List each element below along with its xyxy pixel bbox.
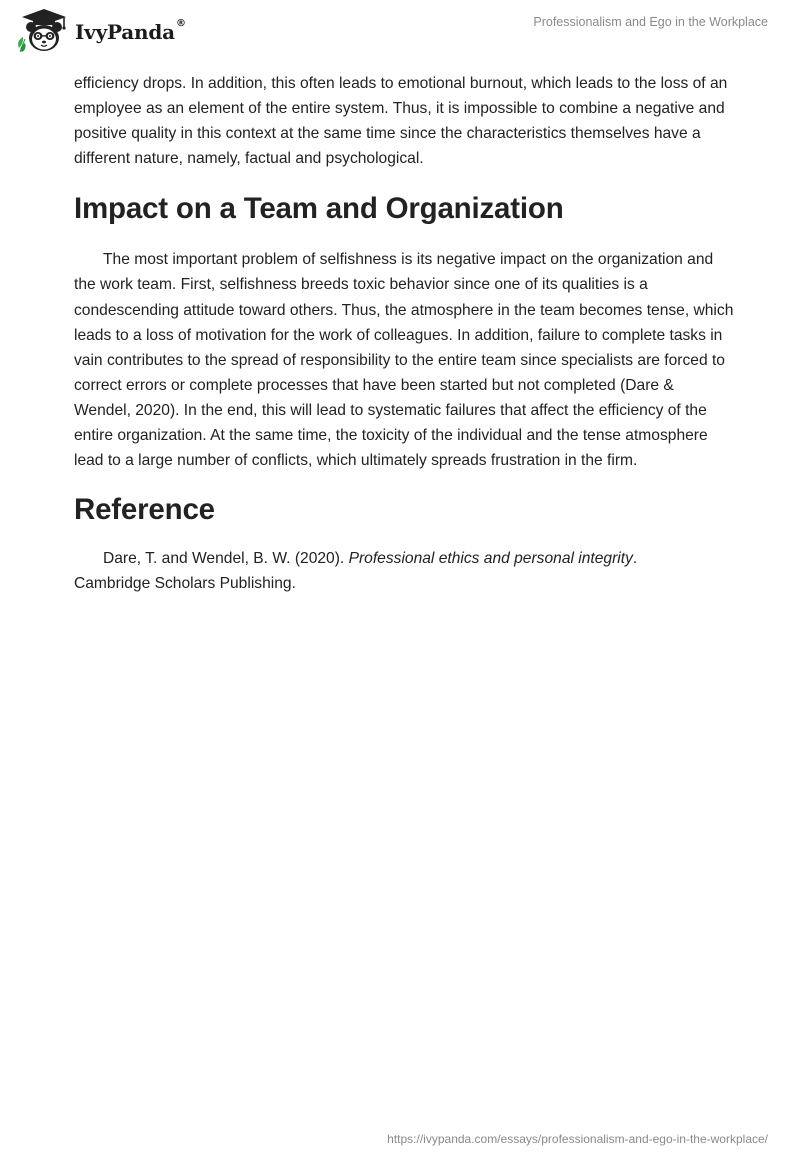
page-header xyxy=(0,0,800,64)
section-heading-reference: Reference xyxy=(74,493,215,527)
section-heading-impact: Impact on a Team and Organization xyxy=(74,192,564,226)
brand-name: IvyPanda® xyxy=(75,18,186,44)
ivypanda-logo[interactable] xyxy=(14,8,186,54)
panda-graduate-icon xyxy=(14,8,70,54)
reference-title: Professional ethics and personal integrity xyxy=(348,550,633,568)
document-title: Professionalism and Ego in the Workplace xyxy=(533,15,768,29)
reference-entry xyxy=(74,546,734,596)
reference-authors: Dare, T. and Wendel, B. W. (2020). xyxy=(103,550,349,568)
intro-paragraph: efficiency drops. In addition, this often leads to emotional burnout, which leads to the loss of an employee as an element of the entire system. Thus, it is impossible to combine a negative and positive quality in this context at the same time since the characteristics themselves have a different nature, namely, factual and psychological. xyxy=(74,75,728,168)
impact-paragraph: The most important problem of selfishness is its negative impact on the organization and the work team. First, selfishness breeds toxic behavior since one of its qualities is a condescending attitude toward others. Thus, the atmosphere in the team becomes tense, which leads to a loss of motivation for the work of colleagues. In addition, failure to complete tasks in vain contributes to the spread of responsibility to the entire team since specialists are forced to correct errors or complete processes that have been started but not completed (Dare & Wendel, 2020). In the end, this will lead to systematic failures that affect the efficiency of the entire organization. At the same time, the toxicity of the individual and the tense atmosphere lead to a large number of conflicts, which ultimately spreads frustration in the firm. xyxy=(74,251,734,470)
reference-publisher: Cambridge Scholars Publishing. xyxy=(74,575,296,593)
reference-period: . xyxy=(632,550,638,568)
registered-mark: ® xyxy=(175,18,186,29)
source-url[interactable]: https://ivypanda.com/essays/professionalism-and-ego-in-the-workplace/ xyxy=(387,1132,768,1146)
essay-body xyxy=(74,71,734,596)
